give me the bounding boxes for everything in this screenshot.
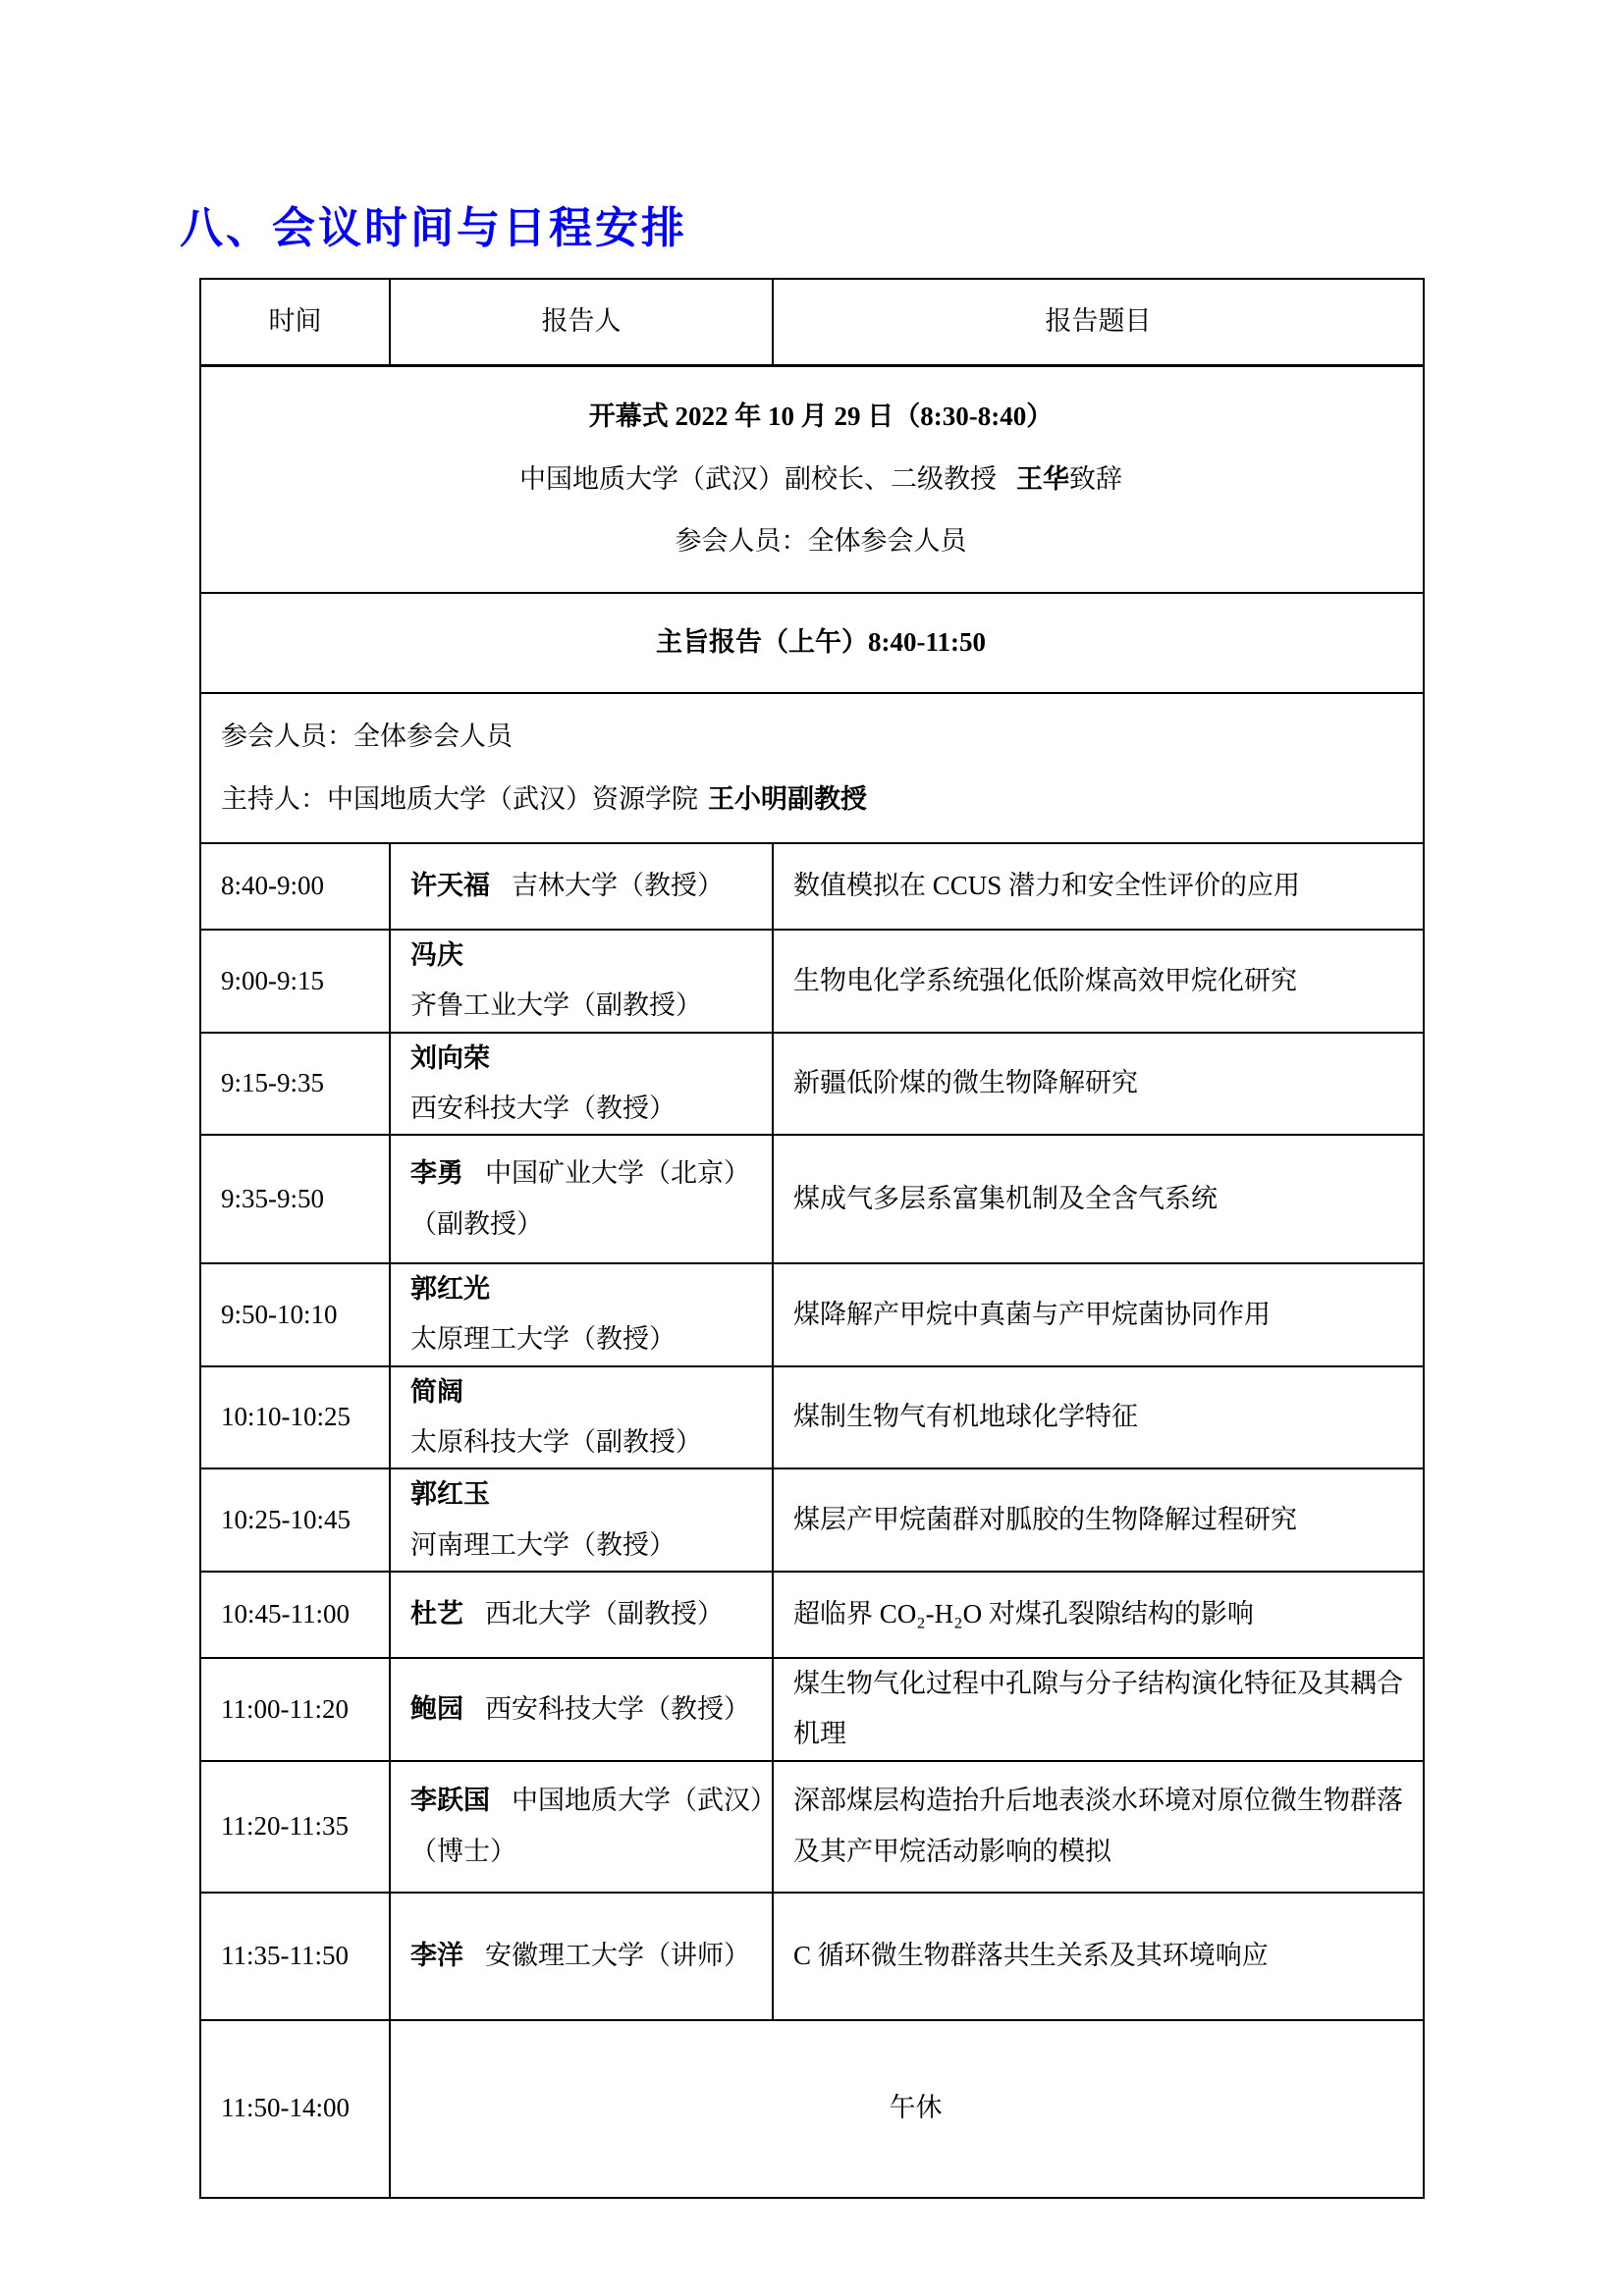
col-header-title: 报告题目 — [773, 279, 1424, 365]
time-cell: 11:00-11:20 — [200, 1658, 390, 1761]
schedule-table — [199, 278, 1425, 2199]
talk-title-cell: 新疆低阶煤的微生物降解研究 — [773, 1033, 1424, 1136]
time-cell: 10:45-11:00 — [200, 1572, 390, 1658]
talk-row — [200, 1572, 1424, 1658]
participants-cell — [200, 693, 1424, 843]
opening-title: 开幕式 2022 年 10 月 29 日（8:30-8:40） — [588, 401, 1054, 432]
time-cell: 9:35-9:50 — [200, 1135, 390, 1263]
speaker-cell — [390, 1468, 773, 1572]
opening-speech-name: 王华 — [1016, 463, 1069, 494]
opening-ceremony-cell — [200, 365, 1424, 593]
talk-row — [200, 1135, 1424, 1263]
speaker-cell — [390, 1366, 773, 1469]
talk-title-cell: C 循环微生物群落共生关系及其环境响应 — [773, 1893, 1424, 2020]
talk-row — [200, 930, 1424, 1033]
talk-title-cell: 深部煤层构造抬升后地表淡水环境对原位微生物群落及其产甲烷活动影响的模拟 — [773, 1761, 1424, 1893]
col-header-speaker: 报告人 — [390, 279, 773, 365]
speaker-affiliation: 吉林大学（教授） — [512, 871, 724, 901]
time-cell: 11:50-14:00 — [200, 2020, 390, 2198]
talk-title-cell: 煤制生物气有机地球化学特征 — [773, 1366, 1424, 1469]
speaker-affiliation: 河南理工大学（教授） — [410, 1529, 676, 1560]
col-header-time: 时间 — [200, 279, 390, 365]
talk-row — [200, 1893, 1424, 2020]
speaker-name: 郭红玉 — [410, 1479, 490, 1510]
talk-row — [200, 1366, 1424, 1469]
time-cell: 10:25-10:45 — [200, 1468, 390, 1572]
speaker-name: 许天福 — [410, 871, 490, 901]
speaker-affiliation: 西北大学（副教授） — [485, 1599, 724, 1629]
lunch-row — [200, 2020, 1424, 2198]
talk-title-cell: 煤降解产甲烷中真菌与产甲烷菌协同作用 — [773, 1263, 1424, 1366]
keynote-header-cell: 主旨报告（上午）8:40-11:50 — [200, 593, 1424, 693]
chair-line — [221, 778, 1421, 821]
speaker-name: 刘向荣 — [410, 1042, 490, 1073]
talk-title-cell: 煤生物气化过程中孔隙与分子结构演化特征及其耦合机理 — [773, 1658, 1424, 1761]
speaker-name: 李洋 — [410, 1940, 463, 1970]
time-cell: 9:15-9:35 — [200, 1033, 390, 1136]
speaker-name: 郭红光 — [410, 1274, 490, 1305]
opening-speech-line — [221, 458, 1421, 501]
talk-title-cell: 数值模拟在 CCUS 潜力和安全性评价的应用 — [773, 843, 1424, 930]
speaker-cell — [390, 1135, 773, 1263]
speaker-affiliation: 安徽理工大学（讲师） — [485, 1940, 750, 1970]
talk-row — [200, 1468, 1424, 1572]
time-cell: 11:20-11:35 — [200, 1761, 390, 1893]
speaker-name: 鲍园 — [410, 1693, 463, 1724]
speaker-affiliation: 西安科技大学（教授） — [410, 1093, 676, 1123]
table-header-row — [200, 279, 1424, 365]
time-cell: 8:40-9:00 — [200, 843, 390, 930]
speaker-affiliation: 太原科技大学（副教授） — [410, 1427, 702, 1458]
lunch-label-cell: 午休 — [390, 2020, 1424, 2198]
speaker-name: 冯庆 — [410, 940, 463, 970]
chair-line-name: 王小明副教授 — [708, 783, 867, 814]
speaker-affiliation: 中国地质大学（武汉）（博士） — [410, 1786, 764, 1866]
talk-row — [200, 843, 1424, 930]
opening-speech-suffix: 致辞 — [1069, 463, 1122, 494]
speaker-name: 李勇 — [410, 1158, 463, 1189]
talk-title-cell: 超临界 CO₂-H₂O 对煤孔裂隙结构的影响 — [773, 1572, 1424, 1658]
time-cell: 10:10-10:25 — [200, 1366, 390, 1469]
talk-row — [200, 1263, 1424, 1366]
talk-title-cell: 生物电化学系统强化低阶煤高效甲烷化研究 — [773, 930, 1424, 1033]
speaker-name: 简阔 — [410, 1376, 463, 1407]
time-cell: 9:00-9:15 — [200, 930, 390, 1033]
talk-row — [200, 1033, 1424, 1136]
time-cell: 11:35-11:50 — [200, 1893, 390, 2020]
speaker-affiliation: 齐鲁工业大学（副教授） — [410, 990, 702, 1021]
chair-line-regular: 主持人：中国地质大学（武汉）资源学院 — [221, 783, 698, 814]
participants-line: 参会人员：全体参会人员 — [221, 721, 513, 752]
opening-ceremony-row — [200, 365, 1424, 593]
speaker-cell — [390, 1658, 773, 1761]
speaker-cell — [390, 930, 773, 1033]
opening-speech-regular: 中国地质大学（武汉）副校长、二级教授 — [519, 463, 997, 494]
talk-row — [200, 1761, 1424, 1893]
participants-row — [200, 693, 1424, 843]
speaker-cell — [390, 1033, 773, 1136]
speaker-cell — [390, 843, 773, 930]
time-cell: 9:50-10:10 — [200, 1263, 390, 1366]
talk-row — [200, 1658, 1424, 1761]
speaker-name: 杜艺 — [410, 1599, 463, 1629]
speaker-affiliation: 太原理工大学（教授） — [410, 1324, 676, 1355]
talk-title-cell: 煤层产甲烷菌群对胍胶的生物降解过程研究 — [773, 1468, 1424, 1572]
keynote-header-row — [200, 593, 1424, 693]
speaker-affiliation: 中国矿业大学（北京）（副教授） — [410, 1158, 750, 1239]
speaker-cell — [390, 1761, 773, 1893]
speaker-name: 李跃国 — [410, 1786, 490, 1816]
talk-title-cell: 煤成气多层系富集机制及全含气系统 — [773, 1135, 1424, 1263]
speaker-cell — [390, 1893, 773, 2020]
speaker-affiliation: 西安科技大学（教授） — [485, 1693, 750, 1724]
speaker-cell — [390, 1263, 773, 1366]
section-heading: 八、会议时间与日程安排 — [180, 204, 687, 252]
opening-participants: 参会人员：全体参会人员 — [675, 525, 967, 556]
speaker-cell — [390, 1572, 773, 1658]
